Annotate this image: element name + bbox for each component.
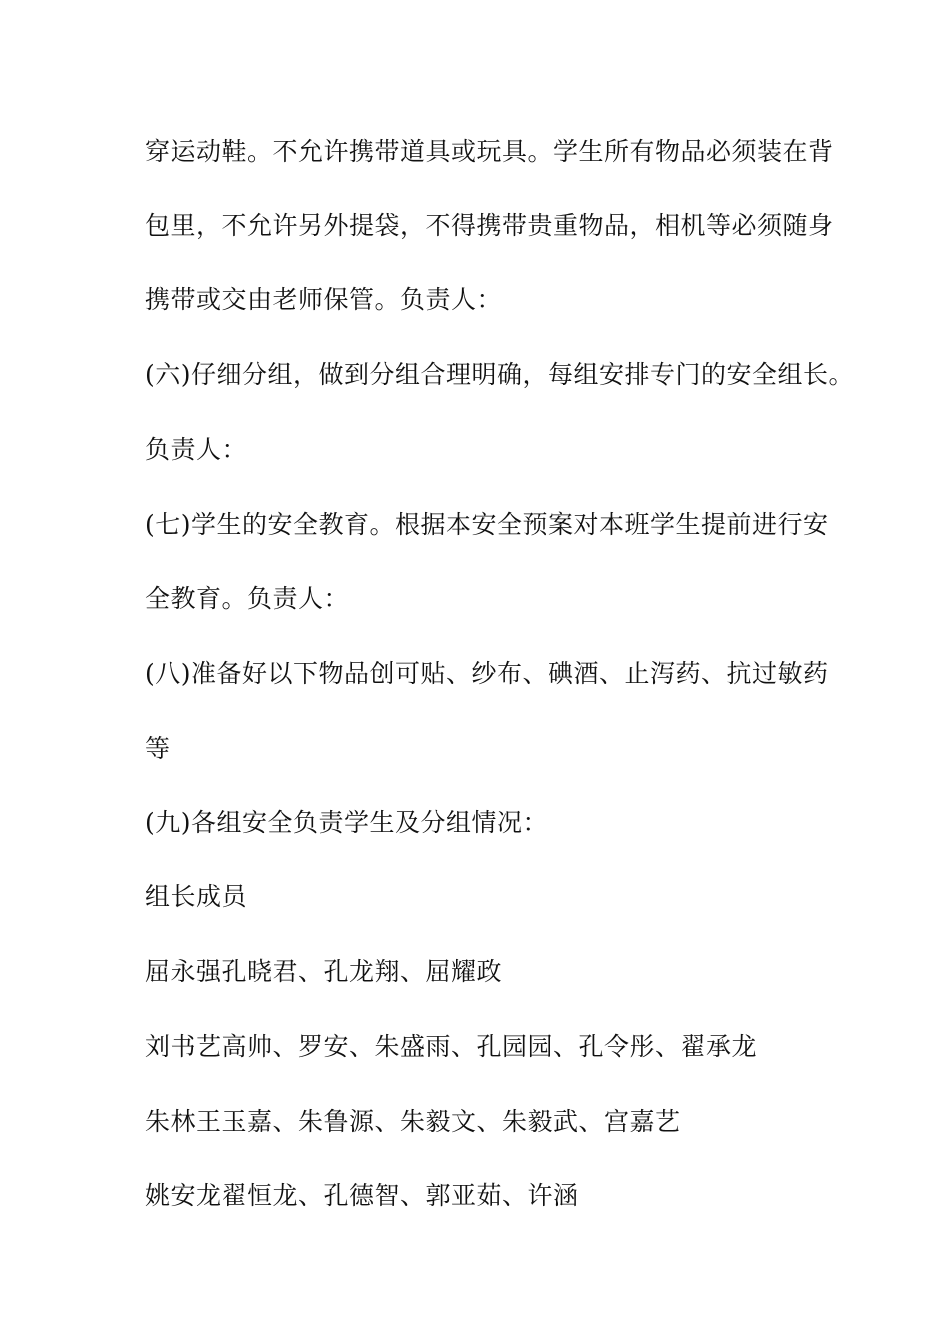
paragraph-line: 穿运动鞋。不允许携带道具或玩具。学生所有物品必须装在背 [145, 137, 834, 166]
group-header-line: 组长成员 [145, 882, 248, 911]
group-row: 朱林王玉嘉、朱鲁源、朱毅文、朱毅武、宫嘉艺 [145, 1107, 681, 1136]
paragraph-line: 全教育。负责人： [145, 584, 350, 613]
item-nine-line: (九)各组安全负责学生及分组情况： [145, 808, 549, 837]
group-row: 屈永强孔晓君、孔龙翔、屈耀政 [145, 957, 503, 986]
paragraph-line: 携带或交由老师保管。负责人： [145, 285, 503, 314]
item-seven-line: (七)学生的安全教育。根据本安全预案对本班学生提前进行安 [145, 510, 829, 539]
paragraph-line: 负责人： [145, 435, 248, 464]
group-row: 刘书艺高帅、罗安、朱盛雨、孔园园、孔令彤、翟承龙 [145, 1032, 758, 1061]
paragraph-line: 等 [145, 734, 171, 763]
paragraph-line: 包里，不允许另外提袋，不得携带贵重物品，相机等必须随身 [145, 211, 834, 240]
item-eight-line: (八)准备好以下物品创可贴、纱布、碘酒、止泻药、抗过敏药 [145, 659, 829, 688]
item-six-line: (六)仔细分组，做到分组合理明确，每组安排专门的安全组长。 [145, 360, 855, 389]
group-row: 姚安龙翟恒龙、孔德智、郭亚茹、许涵 [145, 1181, 579, 1210]
